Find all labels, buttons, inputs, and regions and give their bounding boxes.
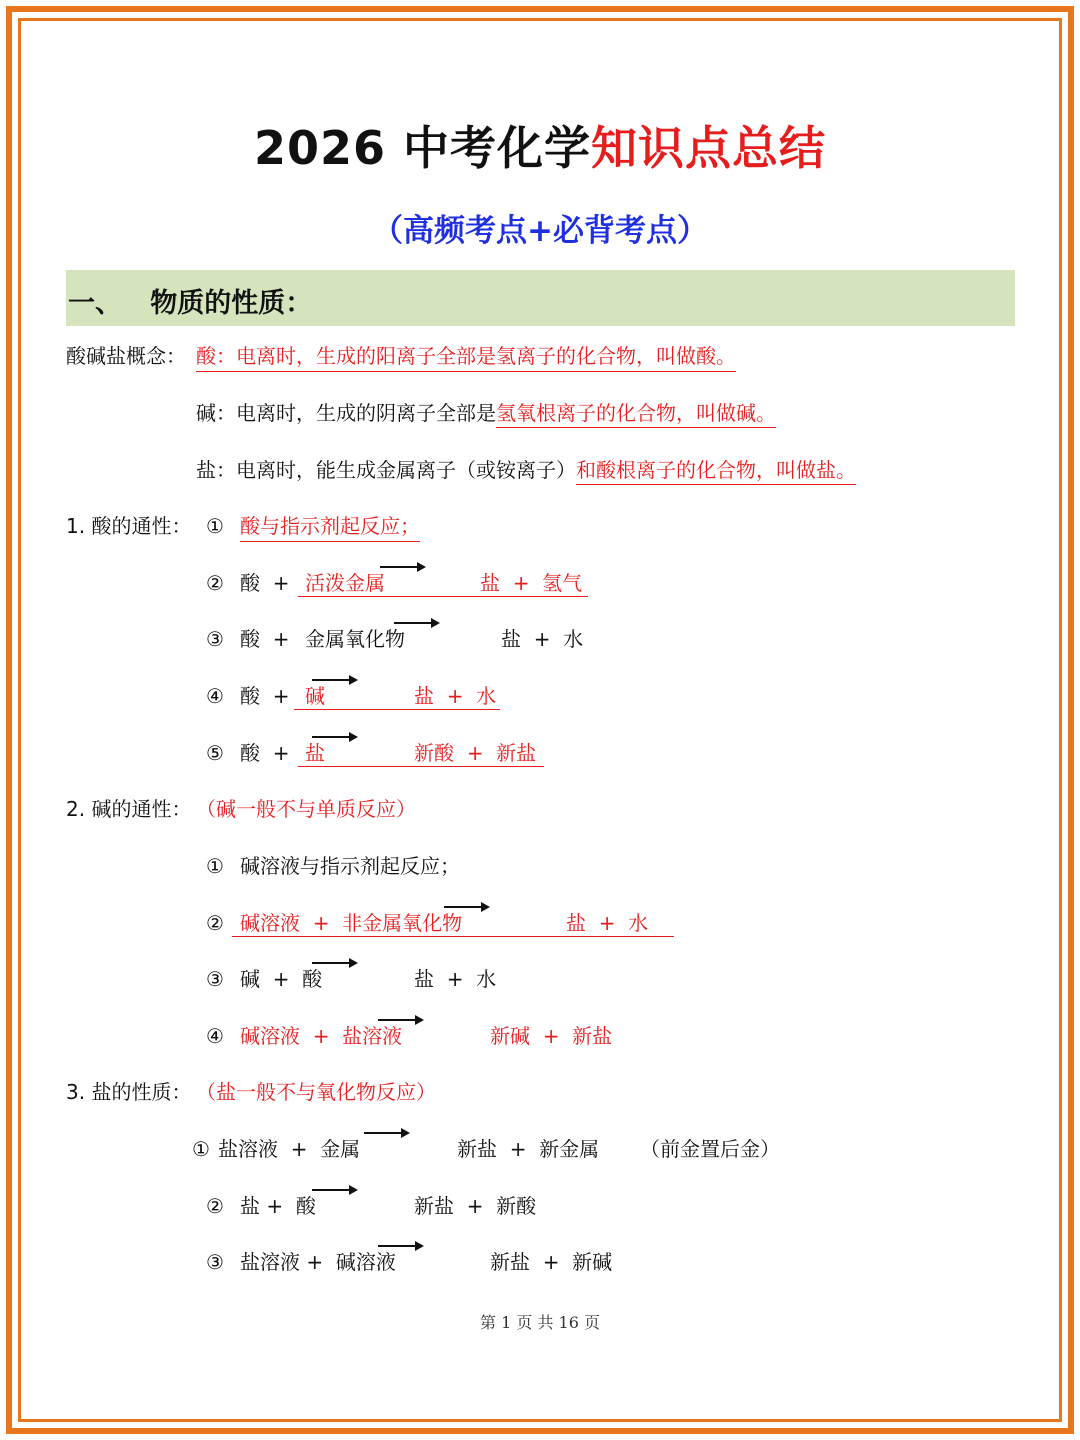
salt-r2-num: ②: [206, 1194, 224, 1218]
salt-r1-remark: （前金置后金）: [640, 1137, 780, 1161]
page-subtitle: （高频考点+必背考点）: [372, 213, 708, 249]
acid-r2-num: ②: [206, 571, 224, 595]
acid-r4-arrow: [312, 679, 356, 681]
base-r4-num: ④: [206, 1024, 224, 1048]
page-title: [0, 112, 1080, 178]
acid-r3-left: 酸 +: [240, 627, 290, 651]
base-r3-reactant: 碱 + 酸: [240, 967, 323, 991]
salt-r1-num: ①: [192, 1137, 210, 1161]
acid-r1-num: ①: [206, 514, 224, 538]
base-definition-suffix: 氢氧根离子的化合物，叫做碱。: [496, 401, 776, 428]
base-r3-product: 盐 + 水: [414, 967, 497, 991]
acid-r4-product: 盐 + 水: [414, 684, 497, 708]
acid-r5-underline: [298, 766, 544, 767]
salt-props-note: （盐一般不与氧化物反应）: [196, 1080, 436, 1104]
base-r2-num: ②: [206, 911, 224, 935]
base-r1-text: 碱溶液与指示剂起反应；: [240, 854, 460, 878]
base-r2-product: 盐 + 水: [566, 911, 649, 935]
acid-r4-reactant: 碱: [305, 684, 325, 708]
acid-r5-reactant: 盐: [305, 741, 325, 765]
salt-r1-reactant: 盐溶液 + 金属: [218, 1137, 361, 1161]
salt-definition: [196, 457, 856, 483]
acid-r5-num: ⑤: [206, 741, 224, 765]
acid-r5-left: 酸 +: [240, 741, 290, 765]
base-r4-product: 新碱 + 新盐: [490, 1024, 613, 1048]
salt-definition-prefix: 盐：电离时，能生成金属离子（或铵离子）: [196, 458, 576, 482]
acid-r4-left: 酸 +: [240, 684, 290, 708]
salt-r3-product: 新盐 + 新碱: [490, 1250, 613, 1274]
salt-r1-arrow: [364, 1132, 408, 1134]
base-definition: [196, 400, 776, 426]
acid-r3-product: 盐 + 水: [501, 627, 584, 651]
acid-r5-arrow: [312, 736, 356, 738]
section-heading-bar: [66, 270, 1015, 326]
acid-definition: 酸：电离时，生成的阳离子全部是氢离子的化合物，叫做酸。: [196, 343, 736, 372]
base-props-note: （碱一般不与单质反应）: [196, 797, 416, 821]
base-r4-reactant: 碱溶液 + 盐溶液: [240, 1024, 403, 1048]
acid-r2-left: 酸 +: [240, 571, 290, 595]
acid-r2-underline: [298, 596, 588, 597]
acid-r2-arrow: [380, 566, 424, 568]
base-r3-arrow: [312, 962, 356, 964]
acid-r3-reactant: 金属氧化物: [305, 627, 405, 651]
salt-r1-product: 新盐 + 新金属: [457, 1137, 600, 1161]
base-props-label: 2. 碱的通性：: [66, 797, 192, 821]
title-prefix: 2026 中考化学: [253, 121, 592, 175]
base-r4-arrow: [378, 1019, 422, 1021]
acid-r2-reactant: 活泼金属: [305, 571, 385, 595]
base-definition-prefix: 碱：电离时，生成的阴离子全部是: [196, 401, 496, 425]
base-r2-reactant: 碱溶液 + 非金属氧化物: [240, 911, 463, 935]
acid-props-label: 1. 酸的通性：: [66, 514, 192, 538]
salt-r3-reactant: 盐溶液 + 碱溶液: [240, 1250, 396, 1274]
salt-r3-num: ③: [206, 1250, 224, 1274]
section-heading: 一、 物质的性质：: [68, 288, 313, 319]
acid-r3-num: ③: [206, 627, 224, 651]
acid-r5-product: 新酸 + 新盐: [414, 741, 537, 765]
base-r2-underline: [232, 936, 674, 937]
title-highlight: 知识点总结: [591, 121, 827, 175]
salt-r3-arrow: [378, 1245, 422, 1247]
base-r2-arrow: [444, 906, 488, 908]
acid-r4-num: ④: [206, 684, 224, 708]
concepts-label: 酸碱盐概念：: [66, 344, 186, 368]
base-r3-num: ③: [206, 967, 224, 991]
acid-r2-product: 盐 + 氢气: [480, 571, 583, 595]
salt-r2-arrow: [312, 1189, 356, 1191]
acid-r4-underline: [294, 709, 500, 710]
base-r1-num: ①: [206, 854, 224, 878]
page-footer: 第 1 页 共 16 页: [480, 1313, 600, 1332]
acid-r3-arrow: [394, 622, 438, 624]
salt-r2-reactant: 盐 + 酸: [240, 1194, 316, 1218]
salt-definition-suffix: 和酸根离子的化合物，叫做盐。: [576, 458, 856, 485]
salt-props-label: 3. 盐的性质：: [66, 1080, 192, 1104]
acid-r1-text: 酸与指示剂起反应；: [240, 513, 420, 542]
salt-r2-product: 新盐 + 新酸: [414, 1194, 537, 1218]
